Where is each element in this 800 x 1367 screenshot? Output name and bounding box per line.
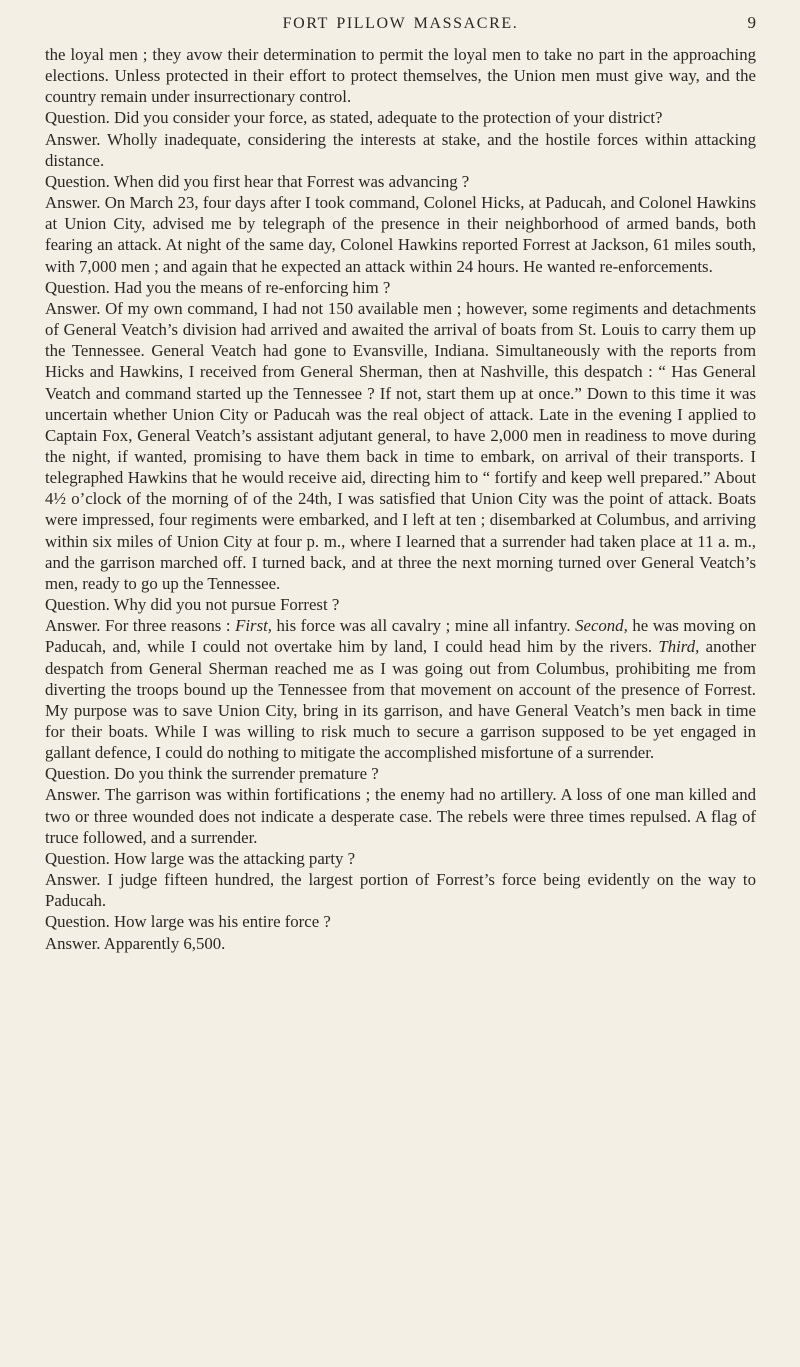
answer-paragraph: Answer. The garrison was within fortifications ; the enemy had no artillery. A loss of one man killed and two or three wounded does not indicate a desperate case. The rebels were three times repulsed. A flag of truce followed, and a surrender. — [45, 785, 756, 847]
paragraph-continuation: the loyal men ; they avow their determination to permit the loyal men to take no part in the approaching elections. Unless protected in their effort to protect themselves, the Union men must give way, and the country remain under insurrectionary control. — [45, 45, 756, 107]
answer-paragraph: Answer. Apparently 6,500. — [45, 933, 226, 953]
question-paragraph: Question. Do you think the surrender premature ? — [45, 764, 379, 784]
body-text — [45, 44, 756, 954]
question-paragraph: Question. Had you the means of re-enforcing him ? — [45, 277, 391, 297]
answer-lead: Answer. For three reasons : — [45, 616, 236, 636]
answer-paragraph-reasons — [45, 615, 756, 763]
reason-third-label: Third, — [658, 637, 700, 657]
answer-paragraph: Answer. I judge fifteen hundred, the largest portion of Forrest’s force being evidently on the way to Paducah. — [45, 870, 756, 911]
reason-second-label: Second, — [575, 616, 628, 636]
question-paragraph: Question. How large was his entire force ? — [45, 912, 331, 932]
reason-third-text: another despatch from General Sherman reached me as I was going out from Columbus, prohibiting me from diverting the troops bound up the Tennessee from that movement on account of the presence of Forrest. My purpose was to save Union City, bring in its garrison, and have General Veatch’s men back in time for their boats. While I was willing to risk much to secure a garrison supposed to be yet engaged in gallant defence, I could do nothing to mitigate the accomplished misfortune of a surrender. — [45, 637, 756, 763]
answer-paragraph: Answer. Wholly inadequate, considering the interests at stake, and the hostile forces within attacking distance. — [45, 129, 756, 170]
question-paragraph: Question. Why did you not pursue Forrest ? — [45, 595, 340, 615]
answer-paragraph: Answer. On March 23, four days after I took command, Colonel Hicks, at Paducah, and Colonel Hawkins at Union City, advised me by telegraph of the presence in their neighborhood of armed bands, both fearing an attack. At night of the same day, Colonel Hawkins reported Forrest at Jackson, 61 miles south, with 7,000 men ; and again that he expected an attack within 24 hours. He wanted re-enforcements. — [45, 193, 756, 276]
question-paragraph: Question. When did you first hear that Forrest was advancing ? — [45, 171, 470, 191]
answer-paragraph: Answer. Of my own command, I had not 150 available men ; however, some regiments and detachments of General Veatch’s division had arrived and awaited the arrival of boats from St. Louis to carry them up the Tennessee. General Veatch had gone to Evansville, Indiana. Simultaneously with the reports from Hicks and Hawkins, I received from General Sherman, then at Nashville, this despatch : “ Has General Veatch and command started up the Tennessee ? If not, start them up at once.” Down to this time it was uncertain whether Union City or Paducah was the real object of attack. Late in the evening I applied to Captain Fox, General Veatch’s assistant adjutant general, to have 2,000 men in readiness to move during the night, if wanted, promising to have them back in time to embark, on arrival of their transports. I telegraphed Hawkins that he would receive aid, directing him to “ fortify and keep well prepared.” About 4½ o’clock of the morning of of the 24th, I was satisfied that Union City was the point of attack. Boats were impressed, four regiments were embarked, and I left at ten ; disembarked at Columbus, and arriving within six miles of Union City at four p. m., where I learned that a surrender had taken place at 11 a. m., and the garrison marched off. I turned back, and at three the next morning turned over General Veatch’s men, ready to go up the Tennessee. — [45, 298, 756, 593]
reason-first-label: First, — [235, 616, 272, 636]
running-header — [45, 0, 756, 44]
question-paragraph: Question. Did you consider your force, as stated, adequate to the protection of your district? — [45, 108, 663, 128]
reason-first-text: his force was all cavalry ; mine all infantry. — [271, 616, 576, 636]
page-number: 9 — [747, 13, 756, 32]
question-paragraph: Question. How large was the attacking party ? — [45, 848, 356, 868]
reason-second-text: he was moving on Paducah, and, while I could not overtake him by land, I could head him by the rivers. — [45, 616, 757, 657]
running-title: FORT PILLOW MASSACRE. — [282, 15, 519, 32]
